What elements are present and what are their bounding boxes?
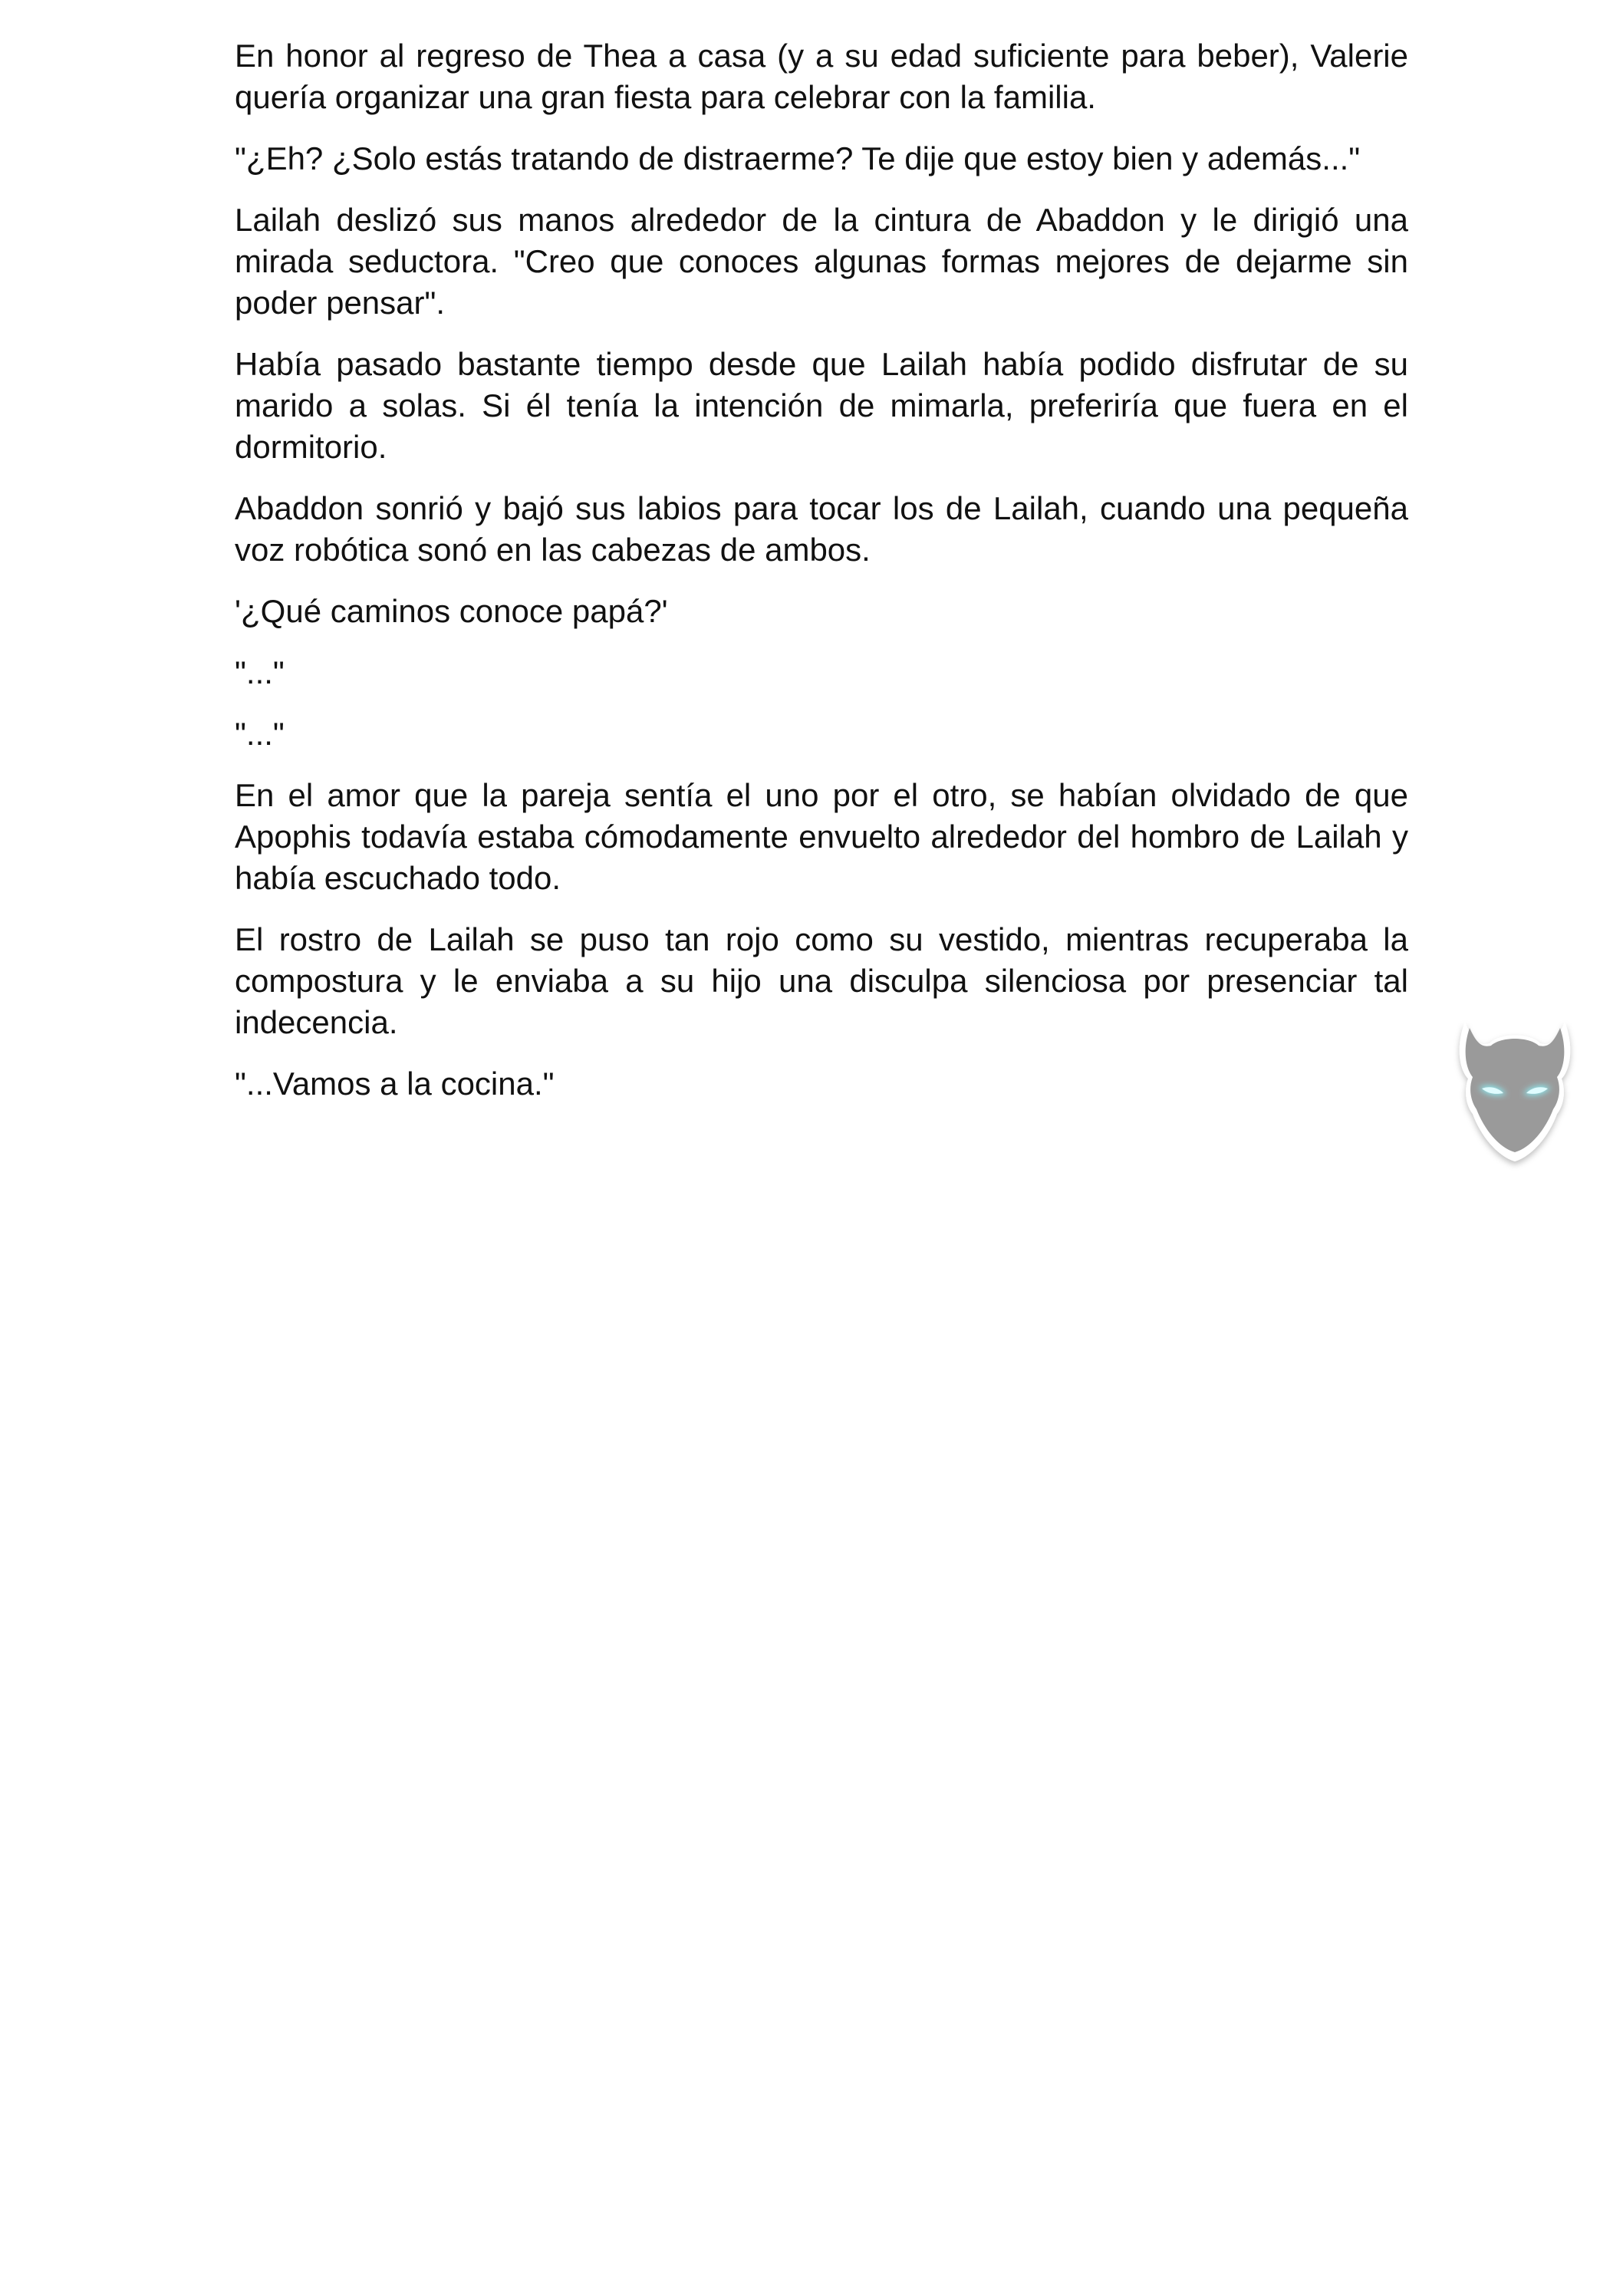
paragraph: '¿Qué caminos conoce papá?' [235, 593, 668, 629]
paragraph: "..." [235, 654, 285, 690]
paragraph: El rostro de Lailah se puso tan rojo como su vestido, mientras recuperaba la compostura y le enviaba a su hijo una disculpa silenciosa por presenciar tal indecencia. [235, 921, 1408, 1040]
demon-head-shape [1466, 1028, 1565, 1152]
paragraph: Lailah deslizó sus manos alrededor de la cintura de Abaddon y le dirigió una mirada seductora. "Creo que conoces algunas formas mejores de dejarme sin poder pensar". [235, 202, 1408, 321]
paragraph: Había pasado bastante tiempo desde que Lailah había podido disfrutar de su marido a solas. Si él tenía la intención de mimarla, preferiría que fuera en el dormitorio. [235, 346, 1408, 465]
paragraph: "..." [235, 716, 285, 752]
paragraph: En honor al regreso de Thea a casa (y a su edad suficiente para beber), Valerie quería organizar una gran fiesta para celebrar con la familia. [235, 38, 1408, 115]
paragraph: "...Vamos a la cocina." [235, 1066, 555, 1102]
horned-demon-head-icon [1442, 997, 1588, 1174]
paragraph: "¿Eh? ¿Solo estás tratando de distraerme? Te dije que estoy bien y además..." [235, 140, 1361, 176]
paragraph: Abaddon sonrió y bajó sus labios para tocar los de Lailah, cuando una pequeña voz robótica sonó en las cabezas de ambos. [235, 490, 1408, 568]
text-column [235, 35, 1408, 1125]
paragraph: En el amor que la pareja sentía el uno por el otro, se habían olvidado de que Apophis todavía estaba cómodamente envuelto alrededor del hombro de Lailah y había escuchado todo. [235, 777, 1408, 896]
